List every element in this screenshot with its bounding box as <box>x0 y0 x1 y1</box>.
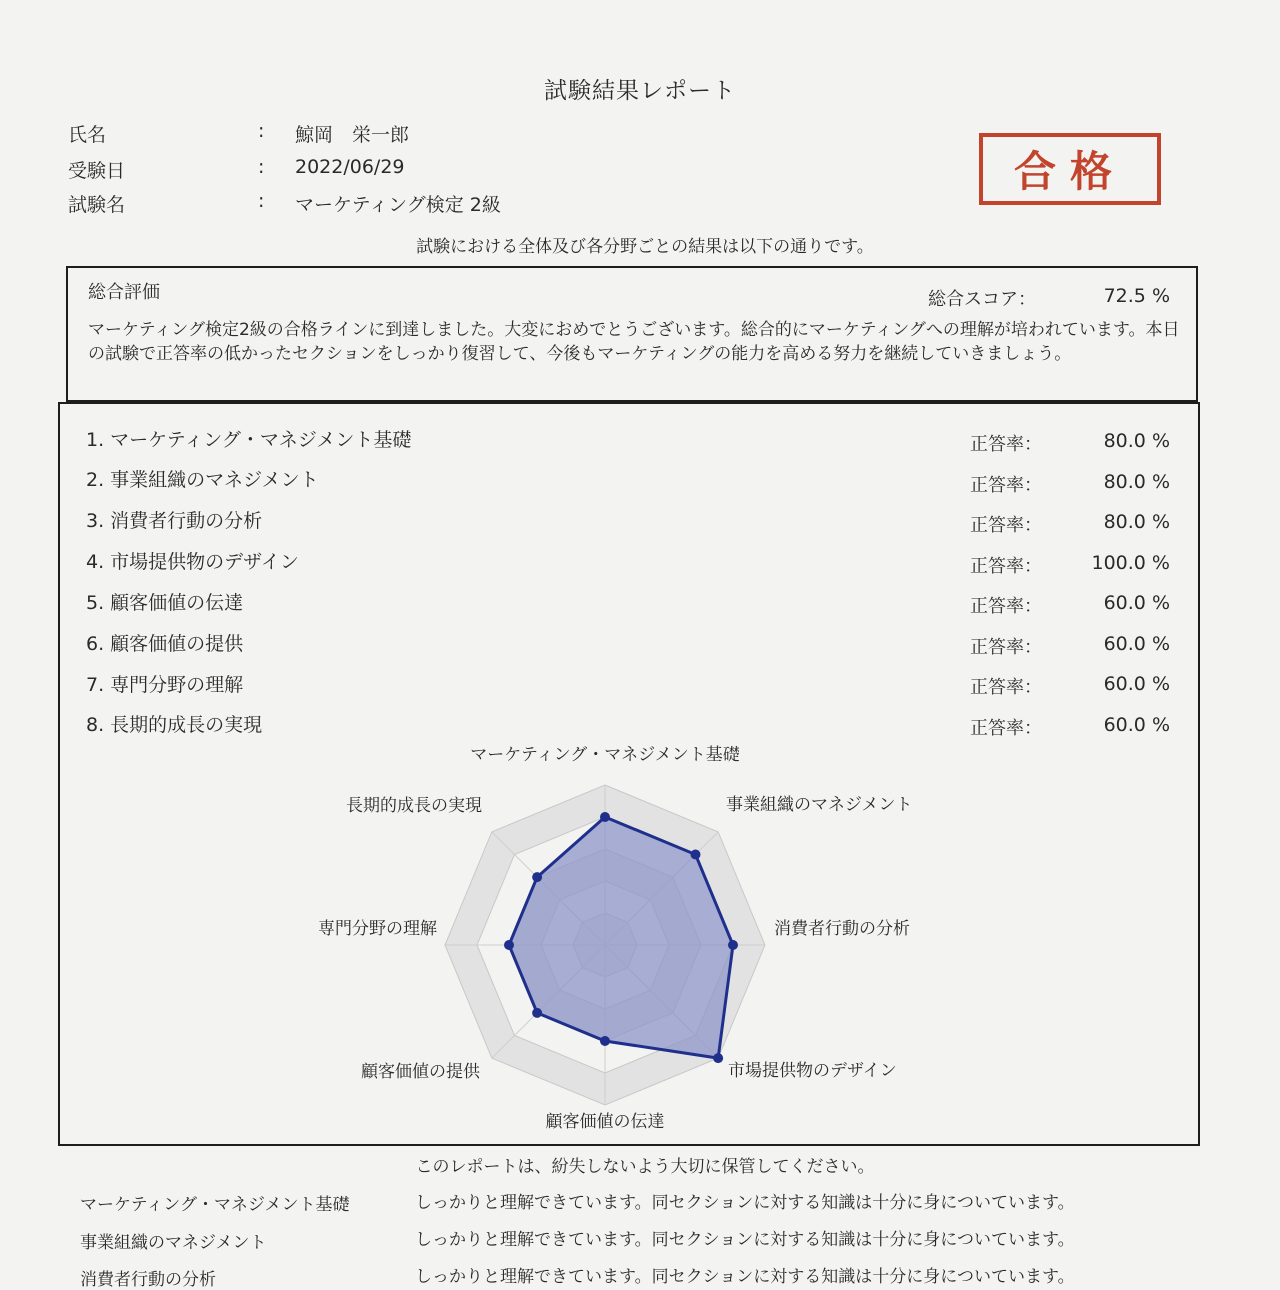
feedback-section-name: マーケティング・マネジメント基礎 <box>80 1195 350 1215</box>
feedback-section-name: 事業組織のマネジメント <box>80 1233 267 1253</box>
radar-point <box>600 812 610 822</box>
section-rate-label: 正答率： <box>970 475 1042 496</box>
exam-label: 試験名 <box>68 194 126 216</box>
section-rate: 80.0 % <box>1103 430 1170 452</box>
section-name: 4. 市場提供物のデザイン <box>86 551 299 573</box>
date-colon: : <box>258 156 265 178</box>
section-rate-label: 正答率： <box>970 515 1042 536</box>
exam-value: マーケティング検定 2級 <box>295 194 501 216</box>
feedback-section-name: 消費者行動の分析 <box>80 1270 216 1290</box>
radar-axis-label: 顧客価値の提供 <box>361 1062 480 1082</box>
radar-axis-label: 市場提供物のデザイン <box>728 1061 897 1081</box>
radar-axis-label: マーケティング・マネジメント基礎 <box>470 745 740 765</box>
section-name: 7. 専門分野の理解 <box>86 674 244 696</box>
section-rate-label: 正答率： <box>970 677 1042 698</box>
date-label: 受験日 <box>68 160 126 182</box>
section-name: 5. 顧客価値の伝達 <box>86 592 244 614</box>
radar-point <box>532 872 542 882</box>
radar-point <box>728 940 738 950</box>
section-rate: 100.0 % <box>1091 552 1170 574</box>
feedback-text: しっかりと理解できています。同セクションに対する知識は十分に身についています。 <box>415 1193 1075 1213</box>
section-rate: 60.0 % <box>1103 673 1170 695</box>
feedback-text: しっかりと理解できています。同セクションに対する知識は十分に身についています。 <box>415 1267 1075 1287</box>
feedback-text: しっかりと理解できています。同セクションに対する知識は十分に身についています。 <box>415 1230 1075 1250</box>
radar-axis-label: 長期的成長の実現 <box>346 796 482 816</box>
radar-chart <box>290 730 970 1140</box>
name-label: 氏名 <box>68 124 107 146</box>
section-rate-label: 正答率： <box>970 596 1042 617</box>
exam-colon: : <box>258 190 265 212</box>
section-rate: 60.0 % <box>1103 592 1170 614</box>
overall-comment: マーケティング検定2級の合格ラインに到達しました。大変におめでとうございます。総合的にマーケティングへの理解が培われています。本日の試験で正答率の低かったセクションをしっかり復習して、今後もマーケティングの能力を高める努力を継続していきましょう。 <box>88 320 1180 364</box>
radar-axis-label: 消費者行動の分析 <box>774 919 910 939</box>
radar-point <box>691 849 701 859</box>
name-value: 鯨岡 栄一郎 <box>295 124 410 146</box>
radar-axis-label: 事業組織のマネジメント <box>726 795 913 815</box>
overall-score: 72.5 % <box>1103 285 1170 307</box>
radar-axis-label: 顧客価値の伝達 <box>545 1112 665 1132</box>
radar-axis-label: 専門分野の理解 <box>318 919 437 939</box>
section-rate-label: 正答率： <box>970 637 1042 658</box>
section-name: 6. 顧客価値の提供 <box>86 633 244 655</box>
section-rate: 60.0 % <box>1103 714 1170 736</box>
radar-point <box>504 940 514 950</box>
section-rate: 60.0 % <box>1103 633 1170 655</box>
radar-point <box>600 1036 610 1046</box>
section-name: 8. 長期的成長の実現 <box>86 714 263 736</box>
section-rate: 80.0 % <box>1103 471 1170 493</box>
overall-label: 総合評価 <box>88 282 160 303</box>
section-rate-label: 正答率： <box>970 434 1042 455</box>
section-name: 1. マーケティング・マネジメント基礎 <box>86 429 412 451</box>
section-name: 2. 事業組織のマネジメント <box>86 469 319 491</box>
pass-stamp: 合格 <box>979 133 1161 205</box>
section-name: 3. 消費者行動の分析 <box>86 510 263 532</box>
overall-score-label: 総合スコア： <box>928 289 1036 310</box>
radar-point <box>532 1008 542 1018</box>
intro-text: 試験における全体及び各分野ごとの結果は以下の通りです。 <box>416 237 874 257</box>
storage-note: このレポートは、紛失しないよう大切に保管してください。 <box>415 1157 875 1177</box>
radar-point <box>713 1053 723 1063</box>
report-title: 試験結果レポート <box>544 78 736 104</box>
section-rate-label: 正答率： <box>970 718 1042 739</box>
name-colon: : <box>258 120 265 142</box>
date-value: 2022/06/29 <box>295 156 405 178</box>
section-rate: 80.0 % <box>1103 511 1170 533</box>
section-rate-label: 正答率： <box>970 556 1042 577</box>
